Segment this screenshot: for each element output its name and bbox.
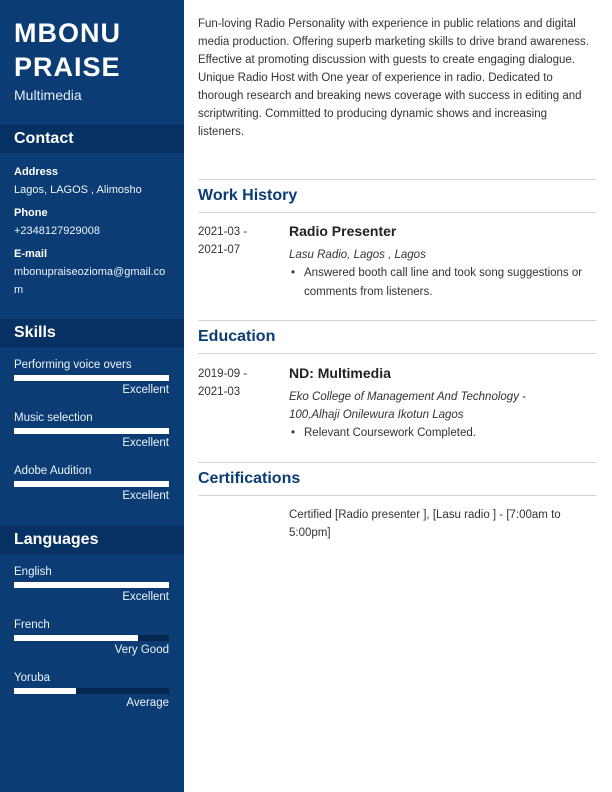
start-date: 2019-09 - [198, 368, 248, 380]
education-heading: Education [198, 328, 276, 345]
contact-heading: Contact [0, 125, 184, 153]
job-title: Radio Presenter [289, 223, 397, 239]
skill-name: Performing voice overs [14, 359, 132, 371]
skill-level: Excellent [122, 437, 169, 449]
start-date: 2021-03 - [198, 226, 248, 238]
language-name: English [14, 566, 52, 578]
divider [198, 353, 597, 354]
certification-item: Certified [Radio presenter ], [Lasu radio ] - [7:00am to 5:00pm] [289, 509, 561, 539]
phone-label: Phone [14, 207, 48, 219]
last-name: PRAISE [14, 52, 121, 82]
skill-level: Excellent [122, 490, 169, 502]
skill-bar [14, 481, 169, 487]
language-bar [14, 635, 169, 641]
professional-summary [198, 15, 590, 141]
divider [198, 495, 597, 496]
languages-heading: Languages [0, 526, 184, 554]
language-name: Yoruba [14, 672, 51, 684]
address-label: Address [14, 166, 59, 178]
work-history-heading: Work History [198, 187, 298, 204]
email-value: mbonupraiseozioma@gmail.com [14, 266, 166, 296]
entry-dates [198, 365, 278, 401]
language-level: Excellent [122, 591, 169, 603]
divider [198, 212, 597, 213]
bullet-icon: • [291, 267, 296, 279]
language-level: Very Good [114, 644, 169, 656]
skill-name: Music selection [14, 412, 93, 424]
first-name: MBONU [14, 18, 121, 48]
end-date: 2021-07 [198, 244, 241, 256]
sidebar [0, 0, 184, 792]
certifications-heading: Certifications [198, 470, 301, 487]
entry-dates [198, 223, 278, 259]
skill-bar [14, 375, 169, 381]
candidate-name [14, 16, 179, 84]
divider [198, 462, 597, 463]
language-bar [14, 688, 169, 694]
language-bar [14, 582, 169, 588]
bullet-icon: • [291, 427, 296, 439]
school: Eko College of Management And Technology - 100,Alhaji Onilewura Ikotun Lagos [289, 391, 526, 421]
divider [198, 179, 597, 180]
language-name: French [14, 619, 50, 631]
summary-paragraph: Fun-loving Radio Personality with experience in public relations and digital media production. Offering superb marketing skills to drive brand awareness. Effective at promoting discussion with guests to create engaging dialogue. [198, 18, 589, 66]
language-level: Average [126, 697, 169, 709]
employer: Lasu Radio, Lagos , Lagos [289, 249, 426, 261]
divider [198, 320, 597, 321]
end-date: 2021-03 [198, 386, 241, 398]
phone-value: +2348127929008 [14, 225, 100, 237]
skills-heading: Skills [0, 319, 184, 347]
list-item: • Answered booth call line and took song suggestions or comments from listeners. [289, 264, 594, 302]
skill-bar [14, 428, 169, 434]
email-label: E-mail [14, 248, 48, 260]
skill-level: Excellent [122, 384, 169, 396]
address-value: Lagos, LAGOS , Alimosho [14, 184, 142, 196]
profession: Multimedia [14, 87, 82, 103]
degree-title: ND: Multimedia [289, 365, 391, 381]
skill-name: Adobe Audition [14, 465, 92, 477]
summary-paragraph: Unique Radio Host with One year of experience in radio. Dedicated to thorough research and breaking news coverage with success in editing and scriptwriting. Committed to producing dynamic shows and increasing listeners. [198, 72, 582, 138]
list-item: • Relevant Coursework Completed. [289, 424, 594, 443]
